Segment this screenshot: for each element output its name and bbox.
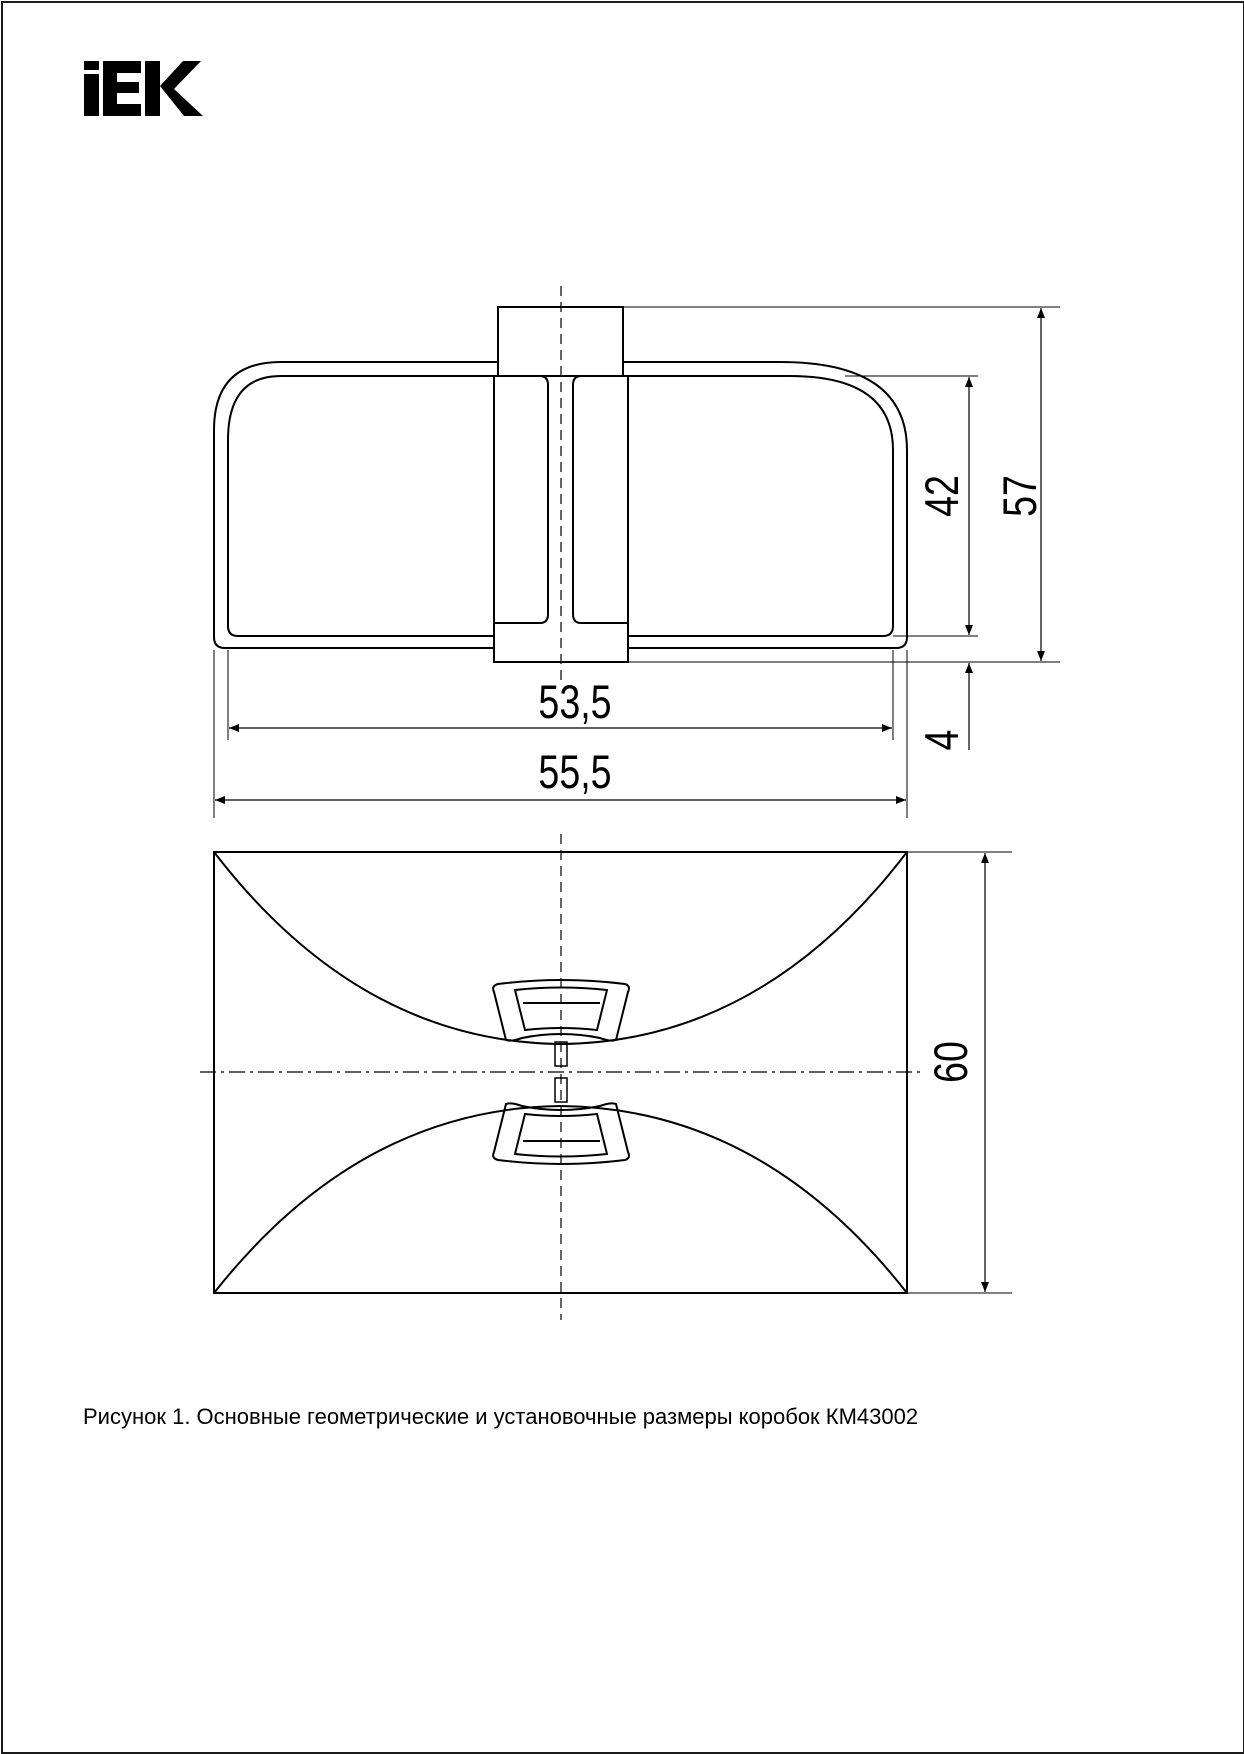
- dim-base-height: 4: [916, 729, 970, 751]
- dim-inner-height: 42: [916, 475, 970, 517]
- dim-outer-width: 55,5: [538, 746, 612, 800]
- figure-caption: Рисунок 1. Основные геометрические и установочные размеры коробок КМ43002: [83, 1404, 919, 1429]
- dim-outer-height: 57: [994, 475, 1048, 517]
- dim-plan-height: 60: [925, 1041, 979, 1083]
- dim-inner-width: 53,5: [538, 676, 612, 730]
- iek-logo: [84, 61, 203, 116]
